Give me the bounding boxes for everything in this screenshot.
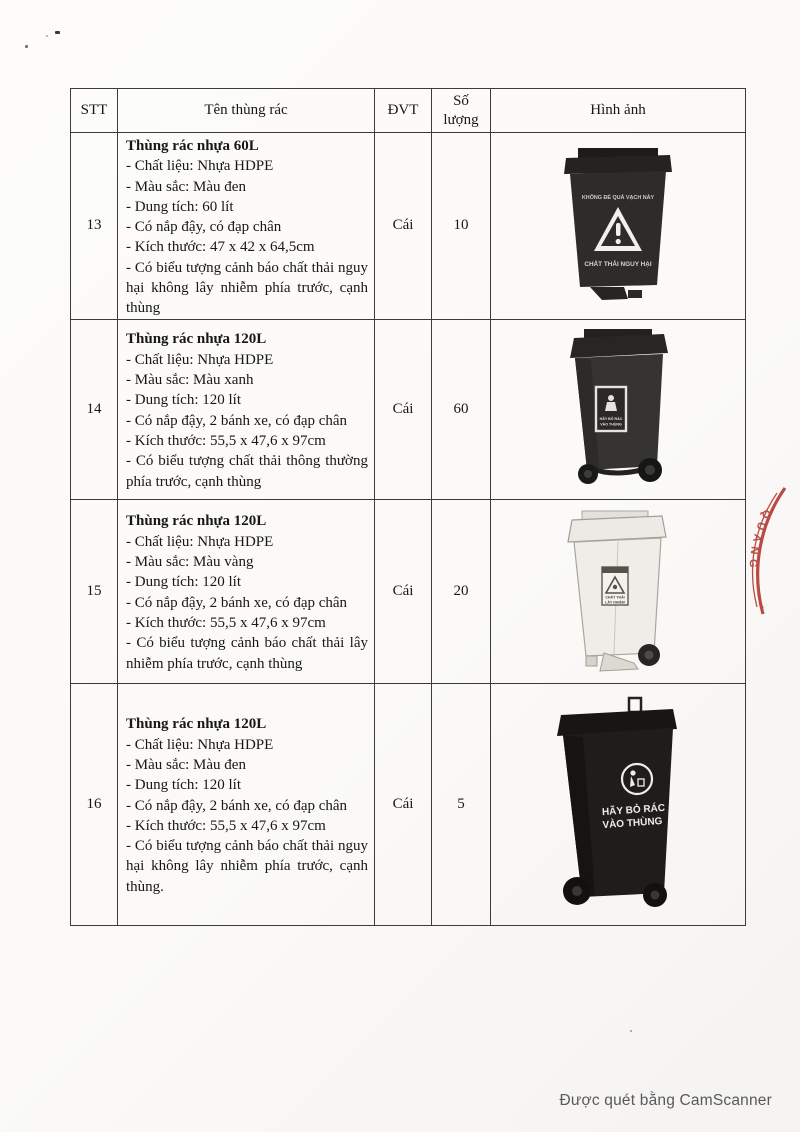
bin-lid	[570, 334, 668, 358]
row-unit: Cái	[375, 683, 432, 925]
row-unit: Cái	[375, 319, 432, 499]
row-quantity: 60	[432, 319, 491, 499]
red-official-stamp-partial	[727, 486, 800, 618]
bin-pedal	[590, 287, 628, 300]
spec-line: - Kích thước: 55,5 x 47,6 x 97cm	[126, 432, 326, 449]
table-row	[71, 133, 746, 320]
spec-line: - Có nắp đậy, 2 bánh xe, có đạp chân	[126, 412, 348, 429]
camscanner-watermark: Được quét bằng CamScanner	[559, 1092, 772, 1109]
spec-line: - Kích thước: 47 x 42 x 64,5cm	[126, 239, 315, 256]
header-image: Hình ảnh	[491, 89, 746, 133]
bin-lid	[564, 155, 672, 174]
bin-label-text-2: VÀO THÙNG	[599, 422, 622, 427]
bin-title: Thùng rác nhựa 60L	[126, 138, 259, 154]
spec-line: - Màu sắc: Màu vàng	[126, 554, 254, 571]
bin-lid-clip	[629, 698, 641, 712]
spec-line: - Kích thước: 55,5 x 47,6 x 97cm	[126, 817, 326, 834]
bin-slogan-line-2: VÀO THÙNG	[602, 815, 663, 831]
trash-bin-120l-black-image	[543, 695, 693, 909]
bin-label-text-1: CHẤT THẢI	[605, 595, 625, 600]
row-description	[118, 133, 375, 320]
row-image-cell	[491, 683, 746, 925]
spec-line: - Dung tích: 120 lít	[126, 392, 241, 409]
spec-line: - Màu sắc: Màu xanh	[126, 372, 254, 389]
header-unit: ĐVT	[375, 89, 432, 133]
bin-title: Thùng rác nhựa 120L	[126, 331, 267, 348]
bin-title: Thùng rác nhựa 120L	[126, 513, 267, 530]
row-stt: 15	[71, 499, 118, 683]
bin-label-text-1: HÃY BỎ RÁC	[599, 416, 622, 421]
row-quantity: 5	[432, 683, 491, 925]
spec-line: - Có biểu tượng cảnh báo chất thải lây nhiễm phía trước, cạnh thùng	[126, 635, 368, 672]
bin-slogan-line-1: HÃY BỎ RÁC	[601, 802, 666, 818]
spec-line: - Chất liệu: Nhựa HDPE	[126, 158, 274, 175]
spec-line: - Chất liệu: Nhựa HDPE	[126, 351, 274, 368]
spec-line: - Dung tích: 120 lít	[126, 777, 241, 794]
trash-bin-120l-green-image	[546, 327, 691, 487]
spec-line: - Có nắp đậy, 2 bánh xe, có đạp chân	[126, 797, 348, 814]
trash-bin-60l-black-image	[548, 142, 688, 304]
spec-line: - Có biểu tượng cảnh báo chất thải nguy hại không lây nhiễm phía trước, cạnh thùng.	[126, 838, 368, 895]
row-description	[118, 499, 375, 683]
row-quantity: 20	[432, 499, 491, 683]
row-description	[118, 319, 375, 499]
scan-speck	[630, 1030, 632, 1032]
bin-label-top-text: KHÔNG ĐỂ QUÁ VẠCH NÀY	[581, 195, 655, 202]
row-description	[118, 683, 375, 925]
row-stt: 13	[71, 133, 118, 320]
spec-line: - Dung tích: 120 lít	[126, 574, 241, 591]
row-stt: 16	[71, 683, 118, 925]
supply-table	[70, 88, 746, 926]
row-stt: 14	[71, 319, 118, 499]
header-quantity: Số lượng	[432, 89, 491, 133]
table-row	[71, 499, 746, 683]
scan-speck	[55, 31, 60, 34]
spec-line: - Dung tích: 60 lít	[126, 198, 234, 215]
spec-line: - Kích thước: 55,5 x 47,6 x 97cm	[126, 614, 326, 631]
row-image-cell	[491, 133, 746, 320]
header-name: Tên thùng rác	[118, 89, 375, 133]
exclamation-icon	[616, 223, 621, 236]
row-image-cell	[491, 499, 746, 683]
header-stt: STT	[71, 89, 118, 133]
bin-pedal	[600, 653, 638, 671]
spec-line: - Màu sắc: Màu đen	[126, 178, 246, 195]
spec-line: - Màu sắc: Màu đen	[126, 756, 246, 773]
table-row	[71, 683, 746, 925]
spec-line: - Có nắp đậy, có đạp chân	[126, 219, 282, 236]
spec-line: - Có biểu tượng cảnh báo chất thải nguy hại không lây nhiễm phía trước, cạnh thùng	[126, 259, 368, 317]
trash-bin-120l-yellow-image	[548, 503, 688, 675]
stamp-text: QUANG	[746, 507, 773, 573]
bin-label-text-2: LÂY NHIỄM	[605, 600, 625, 605]
spec-line: - Có nắp đậy, 2 bánh xe, có đạp chân	[126, 594, 348, 611]
row-image-cell	[491, 319, 746, 499]
bin-title: Thùng rác nhựa 120L	[126, 716, 267, 733]
bin-foot	[586, 656, 597, 666]
spec-line: - Chất liệu: Nhựa HDPE	[126, 736, 274, 753]
row-unit: Cái	[375, 499, 432, 683]
bin-label-bottom-text: CHẤT THẢI NGUY HẠI	[584, 261, 652, 269]
row-unit: Cái	[375, 133, 432, 320]
table-row	[71, 319, 746, 499]
spec-line: - Chất liệu: Nhựa HDPE	[126, 533, 274, 550]
spec-line: - Có biểu tượng chất thải thông thường phía trước, cạnh thùng	[126, 453, 368, 490]
scan-speck	[25, 45, 28, 48]
scan-speck	[46, 35, 48, 37]
person-icon	[608, 395, 614, 401]
row-quantity: 10	[432, 133, 491, 320]
table-header-row	[71, 89, 746, 133]
